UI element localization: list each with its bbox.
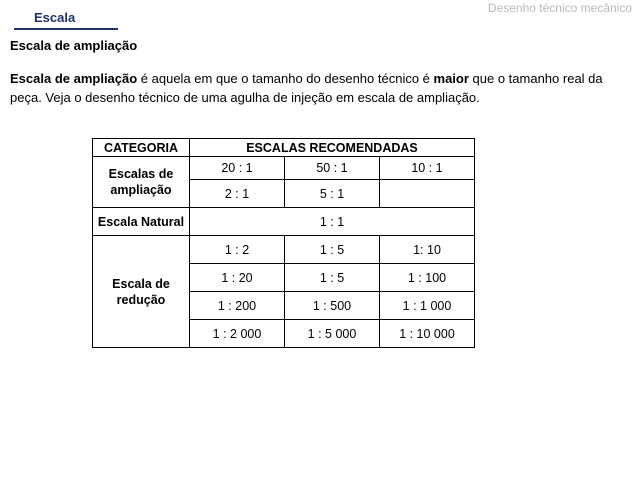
section-tab (14, 10, 118, 30)
table-cell: 1 : 500 (285, 292, 380, 320)
table-cell: 1 : 1 (190, 208, 475, 236)
table-header-row (93, 139, 475, 157)
category-amplification: Escalas de ampliação (93, 157, 190, 208)
table-cell: 2 : 1 (190, 180, 285, 208)
table-cell: 1 : 100 (380, 264, 475, 292)
table-row (93, 236, 475, 264)
table-cell: 1 : 200 (190, 292, 285, 320)
table-row (93, 208, 475, 236)
table-cell: 1 : 5 000 (285, 320, 380, 348)
page-heading: Escala de ampliação (10, 38, 138, 53)
table-cell: 50 : 1 (285, 157, 380, 180)
category-natural: Escala Natural (93, 208, 190, 236)
table-cell (380, 180, 475, 208)
paragraph-text-1: é aquela em que o tamanho do desenho técnico é (137, 71, 434, 86)
term-bold: Escala de ampliação (10, 71, 138, 86)
header-scales: ESCALAS RECOMENDADAS (190, 139, 475, 157)
table-cell: 1 : 2 (190, 236, 285, 264)
section-tab-label: Escala (34, 10, 76, 25)
category-reduction: Escala de redução (93, 236, 190, 348)
table-cell: 20 : 1 (190, 157, 285, 180)
table-cell: 1 : 20 (190, 264, 285, 292)
table-cell: 1 : 10 000 (380, 320, 475, 348)
table-cell: 1 : 5 (285, 264, 380, 292)
table-cell: 1 : 2 000 (190, 320, 285, 348)
document-subject-label: Desenho técnico mecânico (487, 1, 632, 15)
intro-paragraph (10, 69, 630, 107)
table-cell: 5 : 1 (285, 180, 380, 208)
table-row (93, 157, 475, 180)
table-cell: 1 : 1 000 (380, 292, 475, 320)
table-cell: 1 : 5 (285, 236, 380, 264)
table-cell: 1: 10 (380, 236, 475, 264)
header-category: CATEGORIA (93, 139, 190, 157)
emphasis-bold: maior (433, 71, 469, 86)
scales-table (92, 138, 475, 348)
table-cell: 10 : 1 (380, 157, 475, 180)
paragraph-text-2: que o tamanho real da peça. Veja o desenho técnico de uma agulha de injeção em escala de ampliação. (10, 71, 603, 105)
